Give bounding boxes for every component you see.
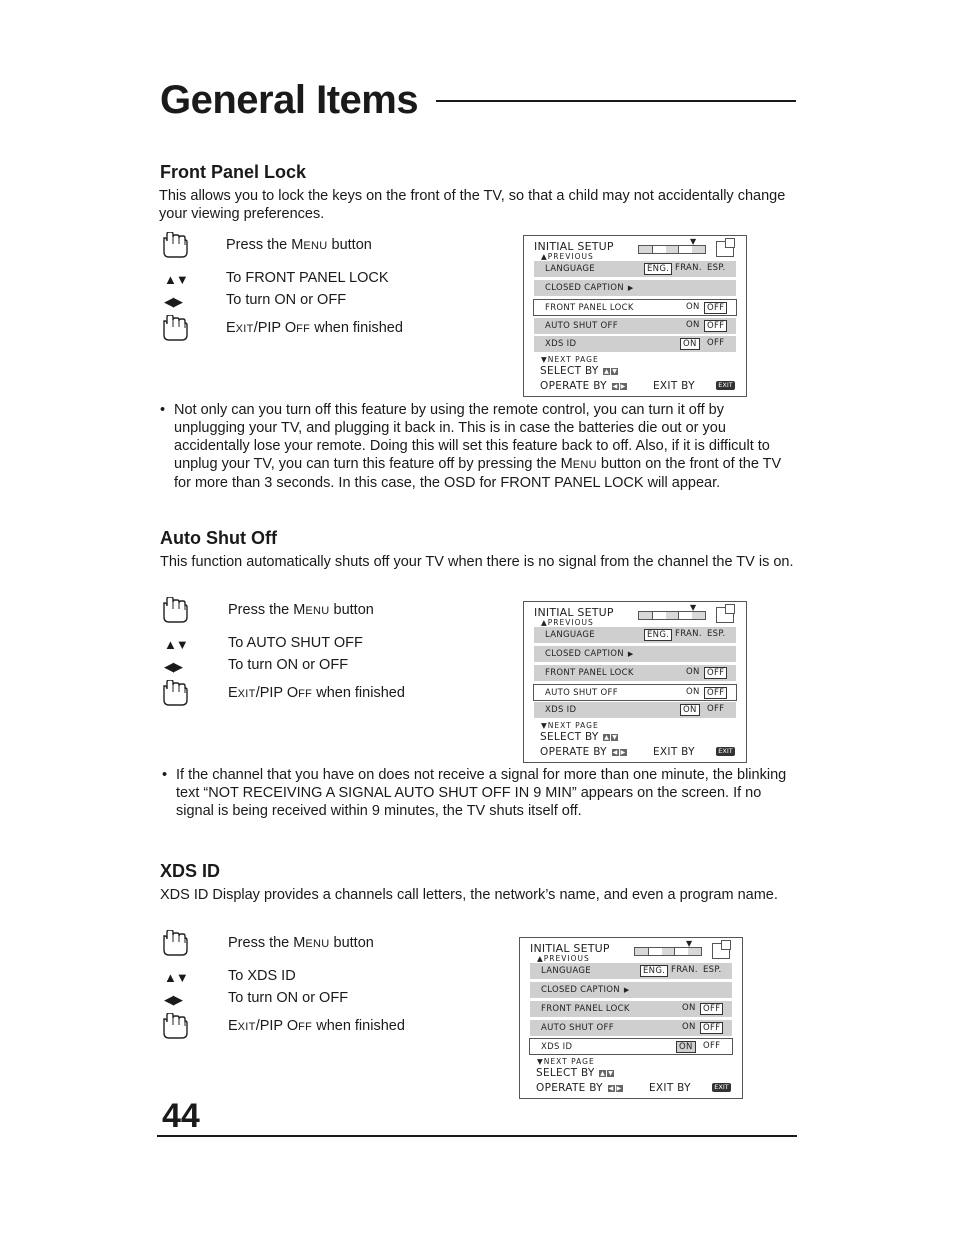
left-right-arrows-icon: ◀▶: [164, 992, 182, 1007]
osd-exit-by: EXIT BY: [649, 1082, 691, 1094]
step-text: To XDS ID: [228, 968, 296, 984]
hand-press-icon: [160, 232, 190, 260]
osd-header: INITIAL SETUP: [534, 240, 614, 253]
osd-screen-xds-id: [519, 937, 743, 1099]
osd-next-page: ▼NEXT PAGE: [541, 721, 599, 730]
note-text: If the channel that you have on does not receive a signal for more than one minute, the blinking text “NOT RECEIVING A SIGNAL AUTO SHUT OFF IN 9 MIN” appears on the screen. If no signal is being received within 9 minutes, the TV shuts itself off.: [176, 767, 787, 819]
exit-button-icon: EXIT: [716, 747, 735, 756]
osd-row-front-panel-lock: FRONT PANEL LOCK ON OFF: [533, 299, 737, 316]
step-text: To turn ON or OFF: [228, 990, 349, 1006]
section-heading: Front Panel Lock: [160, 162, 307, 182]
osd-next-page: ▼NEXT PAGE: [537, 1057, 595, 1066]
down-triangle-icon: ▼: [686, 939, 693, 948]
section-description: This function automatically shuts off your TV when there is no signal from the channel the TV is on.: [160, 554, 794, 570]
bullet-note: [160, 401, 788, 492]
step-text: EXIT/PIP OFF when finished: [228, 1018, 405, 1034]
section-heading: Auto Shut Off: [160, 528, 277, 548]
osd-exit-by: EXIT BY: [653, 380, 695, 392]
step-text: EXIT/PIP OFF when finished: [226, 320, 403, 336]
up-down-arrows-icon: ▲▼: [164, 272, 188, 287]
bullet-dot: •: [160, 402, 166, 418]
osd-row-auto-shut-off: AUTO SHUT OFF ON OFF: [530, 1020, 732, 1036]
bullet-note: [162, 766, 790, 820]
osd-operate-by: OPERATE BY ◀ ▶: [540, 380, 626, 392]
osd-row-language: LANGUAGE ENG. FRAN. ESP.: [530, 963, 732, 979]
osd-row-xds-id: XDS ID ON OFF: [529, 1038, 733, 1055]
osd-select-by: SELECT BY ▲ ▼: [540, 731, 618, 743]
osd-operate-by: OPERATE BY ◀ ▶: [540, 746, 626, 758]
title-rule: [436, 100, 796, 102]
hand-press-icon: [160, 680, 190, 708]
osd-menu-progress: [634, 947, 702, 956]
osd-menu-progress: [638, 611, 706, 620]
osd-row-closed-caption: CLOSED CAPTION ▶: [534, 280, 736, 296]
step-text: To AUTO SHUT OFF: [228, 635, 363, 651]
left-right-arrows-icon: ◀▶: [164, 659, 182, 674]
step-text: To turn ON or OFF: [228, 657, 349, 673]
exit-button-icon: EXIT: [716, 381, 735, 390]
step-text: Press the MENU button: [228, 602, 374, 618]
hand-press-icon: [160, 597, 190, 625]
down-triangle-icon: ▼: [690, 237, 697, 246]
osd-row-auto-shut-off: AUTO SHUT OFF ON OFF: [534, 318, 736, 334]
osd-header: INITIAL SETUP: [530, 942, 610, 955]
osd-previous: ▲PREVIOUS: [541, 618, 594, 627]
osd-screen-auto-shut-off: [523, 601, 747, 763]
osd-header: INITIAL SETUP: [534, 606, 614, 619]
osd-row-front-panel-lock: FRONT PANEL LOCK ON OFF: [530, 1001, 732, 1017]
osd-row-language: LANGUAGE ENG. FRAN. ESP.: [534, 627, 736, 643]
step-text: Press the MENU button: [226, 237, 372, 253]
section-description: This allows you to lock the keys on the front of the TV, so that a child may not accidentally change your viewing preferences.: [159, 188, 786, 222]
up-down-arrows-icon: ▲▼: [164, 637, 188, 652]
hand-press-icon: [160, 1013, 190, 1041]
osd-previous: ▲PREVIOUS: [541, 252, 594, 261]
exit-button-icon: EXIT: [712, 1083, 731, 1092]
osd-previous: ▲PREVIOUS: [537, 954, 590, 963]
step-text: To FRONT PANEL LOCK: [226, 270, 389, 286]
hand-press-icon: [160, 930, 190, 958]
section-description: XDS ID Display provides a channels call letters, the network’s name, and even a program name.: [160, 887, 778, 903]
step-text: To turn ON or OFF: [226, 292, 347, 308]
step-text: Press the MENU button: [228, 935, 374, 951]
down-triangle-icon: ▼: [690, 603, 697, 612]
note-text: Not only can you turn off this feature by using the remote control, you can turn it off by unplugging your TV, and plugging it back in. This is in case the batteries die out or you accidentally lose your remote. Doing this will set this feature back to off. Also, if it is difficult to unplug your TV, you can turn this feature off by pressing the MENU button on the front of the TV for more than 3 seconds. In this case, the OSD for FRONT PANEL LOCK will appear.: [174, 402, 782, 491]
osd-exit-by: EXIT BY: [653, 746, 695, 758]
section-heading: XDS ID: [160, 861, 221, 881]
osd-select-by: SELECT BY ▲ ▼: [536, 1067, 614, 1079]
page-title: General Items: [160, 78, 419, 122]
osd-select-by: SELECT BY ▲ ▼: [540, 365, 618, 377]
menu-corner-icon: [716, 607, 734, 623]
up-down-arrows-icon: ▲▼: [164, 970, 188, 985]
osd-row-closed-caption: CLOSED CAPTION ▶: [534, 646, 736, 662]
osd-next-page: ▼NEXT PAGE: [541, 355, 599, 364]
osd-row-language: LANGUAGE ENG. FRAN. ESP.: [534, 261, 736, 277]
menu-corner-icon: [716, 241, 734, 257]
osd-row-xds-id: XDS ID ON OFF: [534, 702, 736, 718]
hand-press-icon: [160, 315, 190, 343]
step-text: EXIT/PIP OFF when finished: [228, 685, 405, 701]
bullet-dot: •: [162, 767, 168, 783]
osd-operate-by: OPERATE BY ◀ ▶: [536, 1082, 622, 1094]
left-right-arrows-icon: ◀▶: [164, 294, 182, 309]
osd-row-front-panel-lock: FRONT PANEL LOCK ON OFF: [534, 665, 736, 681]
osd-row-xds-id: XDS ID ON OFF: [534, 336, 736, 352]
osd-screen-front-panel-lock: [523, 235, 747, 397]
osd-row-auto-shut-off: AUTO SHUT OFF ON OFF: [533, 684, 737, 701]
page-number: 44: [162, 1097, 200, 1135]
osd-menu-progress: [638, 245, 706, 254]
bottom-rule: [157, 1135, 797, 1137]
menu-corner-icon: [712, 943, 730, 959]
osd-row-closed-caption: CLOSED CAPTION ▶: [530, 982, 732, 998]
